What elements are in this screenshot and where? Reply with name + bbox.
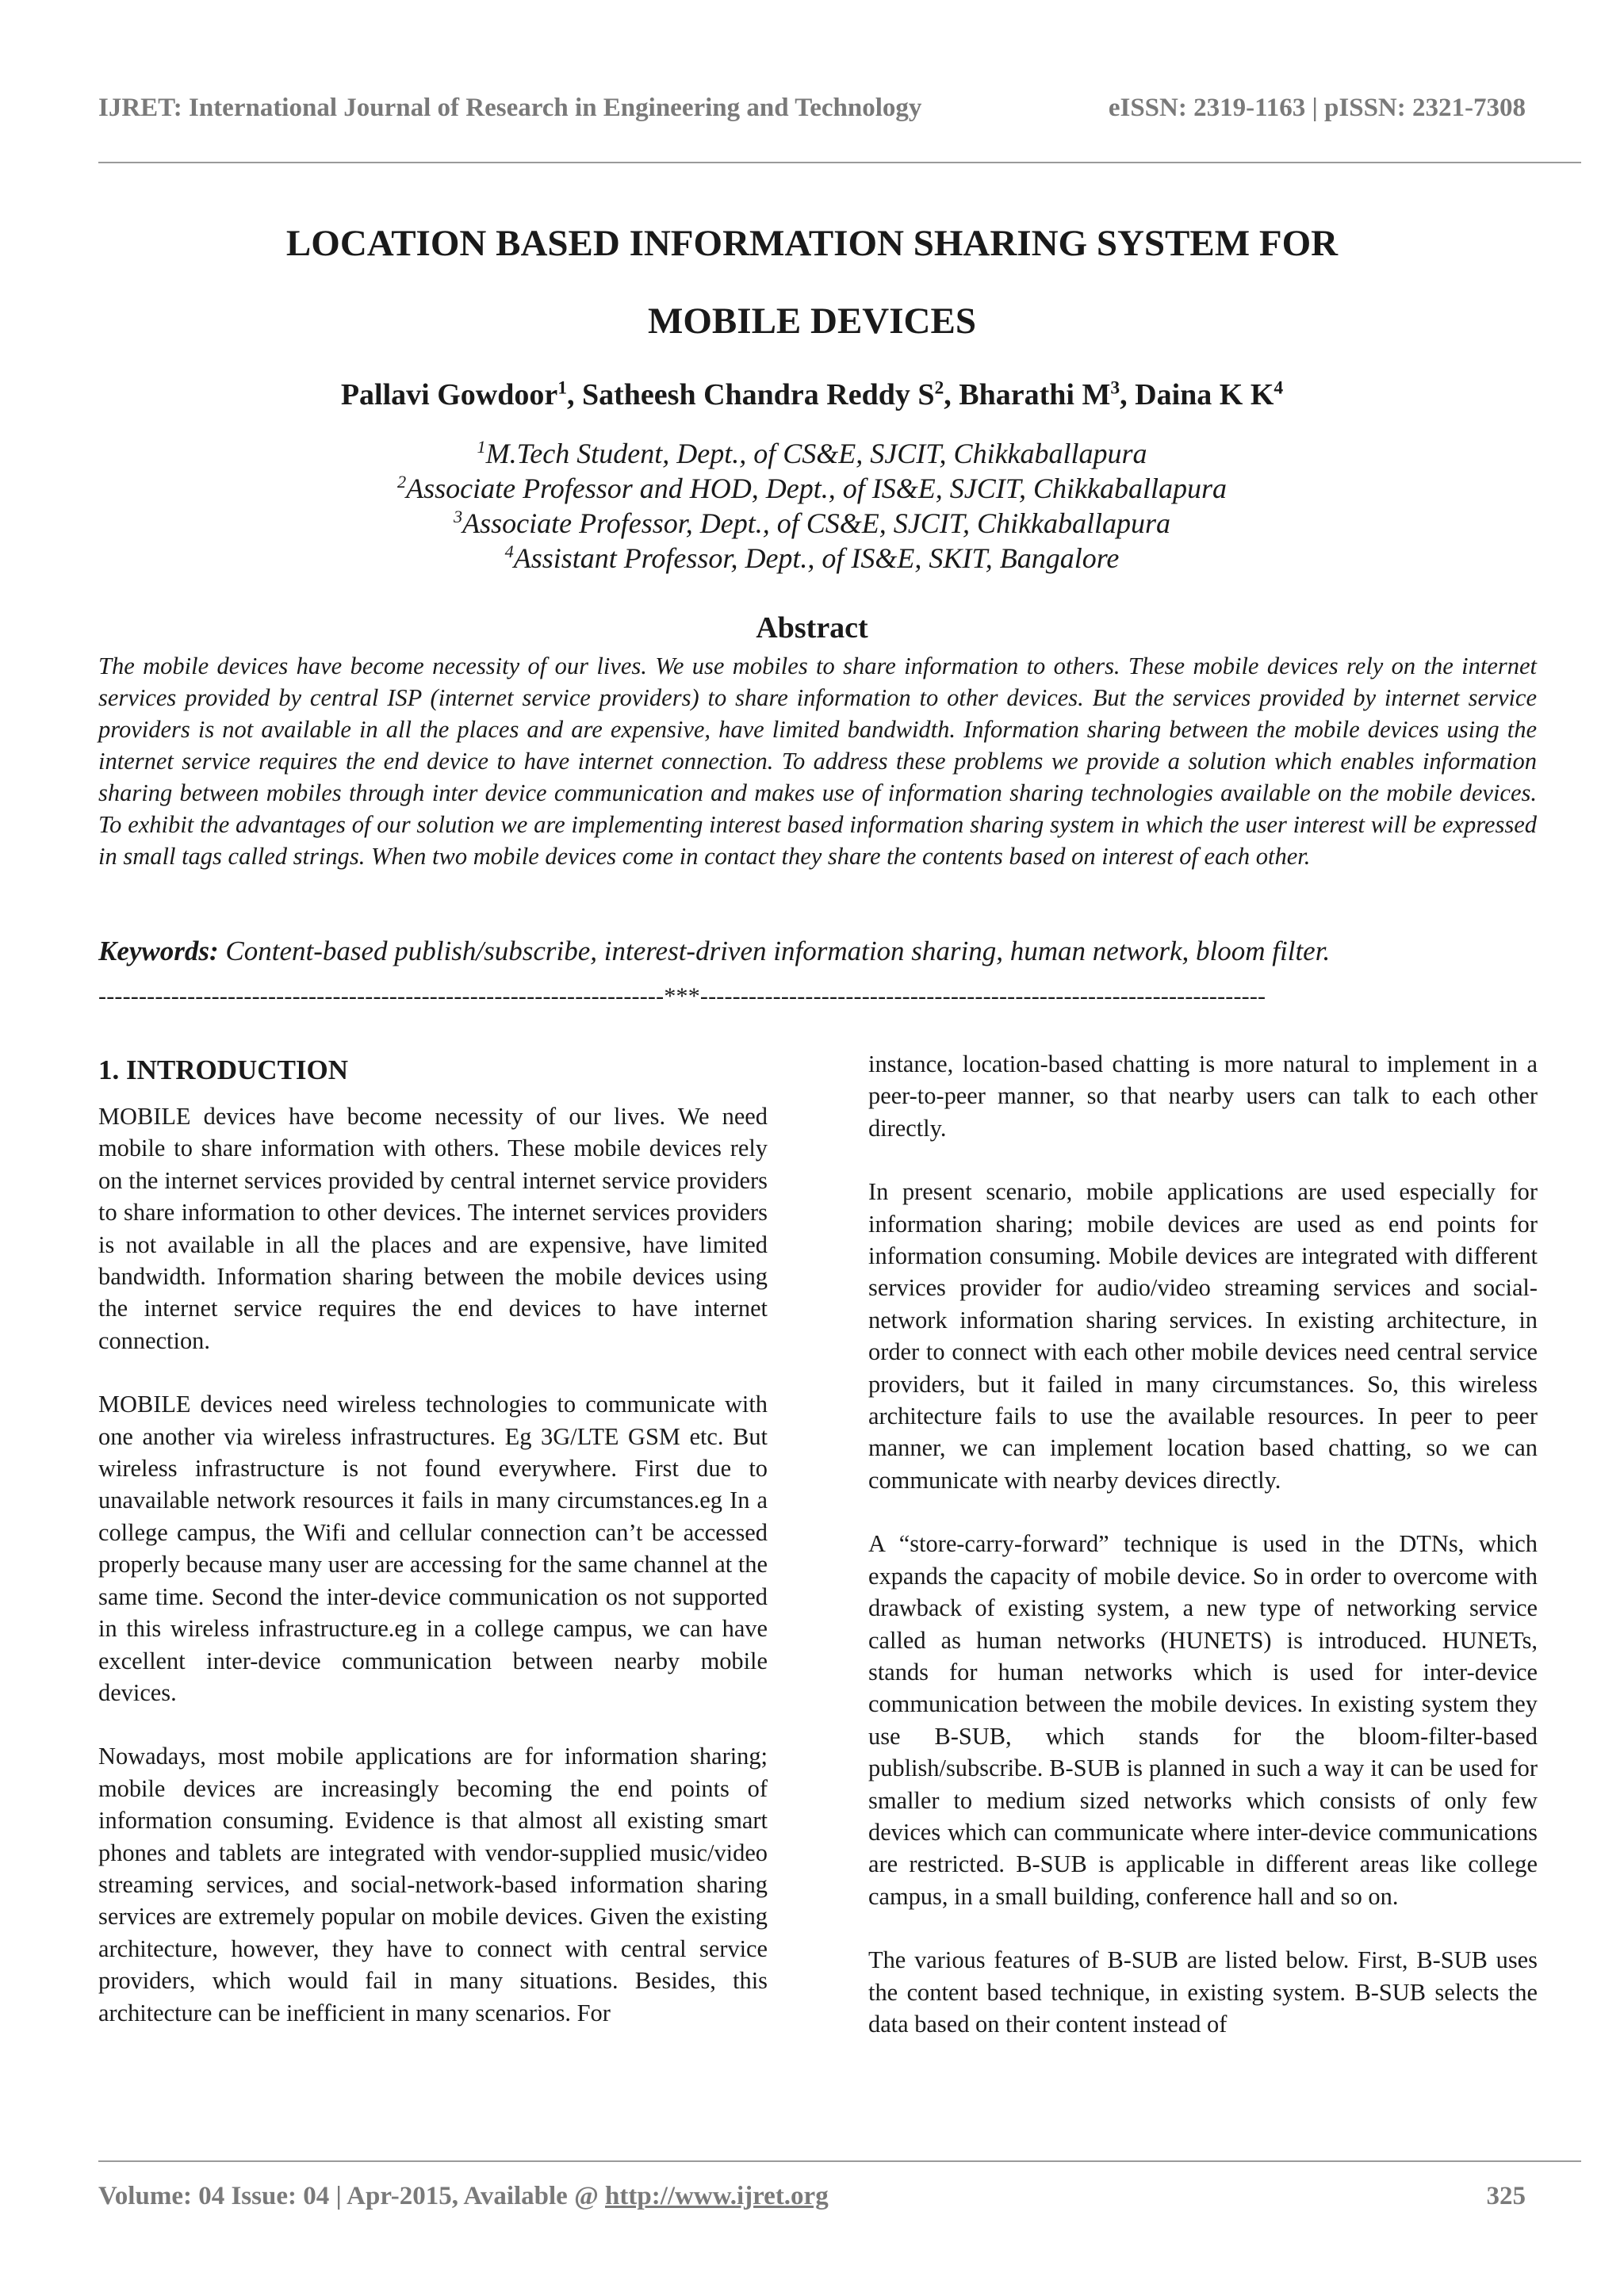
paragraph: A “store-carry-forward” technique is used in the DTNs, which expands the capacity of mobile device. So in order to overcome with drawback of existing system, a new type of networking service called as human networks (HUNETS) is introduced. HUNETs, stands for human networks which is used for inter-device communication between the mobile devices. In existing system they use B-SUB, which stands for the bloom-filter-based publish/subscribe. B-SUB is planned in such a way it can be used for smaller to medium sized networks which consists of only few devices which can communicate where inter-device communications are restricted. B-SUB is applicable in different areas like college campus, in a small building, conference hall and so on. <box>868 1530 1538 1910</box>
left-column <box>98 1053 768 2061</box>
paragraph: MOBILE devices need wireless technologies to communicate with one another via wireless infrastructures. Eg 3G/LTE GSM etc. But wireless infrastructure is not found everywhere. First due to unavailable network resources it fails in many circumstances.eg In a college campus, the Wifi and cellular connection can’t be accessed properly because many user are accessing for the same channel at the same time. Second the inter-device communication os not supported in this wireless infrastructure.eg in a college campus, we can have excellent inter-device communication between nearby mobile devices. <box>98 1391 768 1706</box>
section-divider: ----------------------------------------------------------------------***---------------------------------------------------------------------- <box>98 983 1266 1009</box>
affiliation <box>98 436 1526 471</box>
footer-volume-text: Volume: 04 Issue: 04 | Apr-2015, Available @ <box>98 2182 606 2210</box>
author-list <box>98 377 1526 412</box>
author-sep: , <box>944 378 959 411</box>
section-heading: 1. INTRODUCTION <box>98 1054 349 1085</box>
affiliations <box>98 436 1526 576</box>
issn: eISSN: 2319-1163 | pISSN: 2321-7308 <box>1108 94 1526 122</box>
affiliation-text: Associate Professor and HOD, Dept., of IS&E, SJCIT, Chikkaballapura <box>406 473 1228 504</box>
paper-title <box>98 205 1526 360</box>
affiliation-sup: 4 <box>504 541 514 561</box>
title-line-1: LOCATION BASED INFORMATION SHARING SYSTEM FOR <box>285 223 1339 264</box>
author-sep: , <box>567 378 582 411</box>
author-sup: 1 <box>557 377 567 399</box>
abstract-body: The mobile devices have become necessity of our lives. We use mobiles to share information to others. These mobile devices rely on the internet services provided by central ISP (internet service providers) to share information to other devices. But the services provided by internet service providers is not available in all the places and are expensive, have limited bandwidth. Information sharing between the mobile devices using the internet service requires the end device to have internet connection. To address these problems we provide a solution which enables information sharing between mobiles through inter device communication and makes use of information sharing technologies available on the mobile devices. To exhibit the advantages of our solution we are implementing interest based information sharing system in which the user interest will be expressed in small tags called strings. When two mobile devices come in contact they share the contents based on interest of each other. <box>98 652 1537 870</box>
author-sup: 3 <box>1110 377 1120 399</box>
affiliation-sup: 3 <box>453 507 463 526</box>
keywords-label: Keywords: <box>98 936 219 966</box>
footer-volume <box>98 2182 829 2211</box>
abstract-heading: Abstract <box>756 611 868 645</box>
author-name: Satheesh Chandra Reddy S <box>582 378 935 411</box>
affiliation-sup: 1 <box>477 437 486 457</box>
author-name: Pallavi Gowdoor <box>340 378 558 411</box>
keywords-text: Content-based publish/subscribe, interest-driven information sharing, human network, bloom filter. <box>218 936 1331 966</box>
affiliation-text: Associate Professor, Dept., of CS&E, SJCIT, Chikkaballapura <box>462 507 1171 539</box>
affiliation <box>98 541 1526 576</box>
paragraph: instance, location-based chatting is more natural to implement in a peer-to-peer manner, so that nearby users can talk to each other directly. <box>868 1050 1538 1142</box>
journal-link[interactable]: http://www.ijret.org <box>605 2182 829 2210</box>
paragraph: Nowadays, most mobile applications are for information sharing; mobile devices are increasingly becoming the end points of information consuming. Evidence is that almost all existing smart phones and tablets are integrated with vendor-supplied music/video streaming services, and social-network-based information sharing services are extremely popular on mobile devices. Given the existing architecture, however, they have to connect with central service providers, which would fail in many situations. Besides, this architecture can be inefficient in many scenarios. For <box>98 1743 768 2026</box>
author-sup: 4 <box>1274 377 1284 399</box>
title-line-2: MOBILE DEVICES <box>648 300 976 342</box>
journal-name: IJRET: International Journal of Research in Engineering and Technology <box>98 94 922 122</box>
page-number: 325 <box>1486 2182 1526 2210</box>
author-sup: 2 <box>934 377 944 399</box>
paragraph: In present scenario, mobile applications are used especially for information sharing; mobile devices are used as end points for information consuming. Mobile devices are integrated with different services provider for audio/video streaming services and social-network information sharing services. In existing architecture, in order to connect with each other mobile devices need central service providers, but it failed in many circumstances. So, this wireless architecture fails to use the available resources. In peer to peer manner, we can implement location based chatting, so we can communicate with nearby devices directly. <box>868 1178 1538 1494</box>
affiliation-text: M.Tech Student, Dept., of CS&E, SJCIT, Chikkaballapura <box>485 438 1147 469</box>
right-column <box>868 1048 1538 2072</box>
affiliation <box>98 506 1526 541</box>
header-rule <box>98 162 1581 163</box>
running-header <box>98 94 1526 123</box>
author-name: Bharathi M <box>959 378 1111 411</box>
affiliation-text: Assistant Professor, Dept., of IS&E, SKIT, Bangalore <box>513 542 1120 574</box>
paragraph: MOBILE devices have become necessity of our lives. We need mobile to share information with others. These mobile devices rely on the internet services provided by central internet service providers to share information to other devices. The internet services providers is not available in all the places and are expensive, have limited bandwidth. Information sharing between the mobile devices using the internet service requires the end devices to have internet connection. <box>98 1103 768 1354</box>
running-footer <box>98 2182 1526 2211</box>
author-sep: , <box>1120 378 1136 411</box>
keywords <box>98 936 1537 967</box>
footer-rule <box>98 2160 1581 2162</box>
affiliation <box>98 471 1526 506</box>
paragraph: The various features of B-SUB are listed below. First, B-SUB uses the content based technique, in existing system. B-SUB selects the data based on their content instead of <box>868 1946 1538 2038</box>
author-name: Daina K K <box>1135 378 1274 411</box>
affiliation-sup: 2 <box>396 472 407 492</box>
